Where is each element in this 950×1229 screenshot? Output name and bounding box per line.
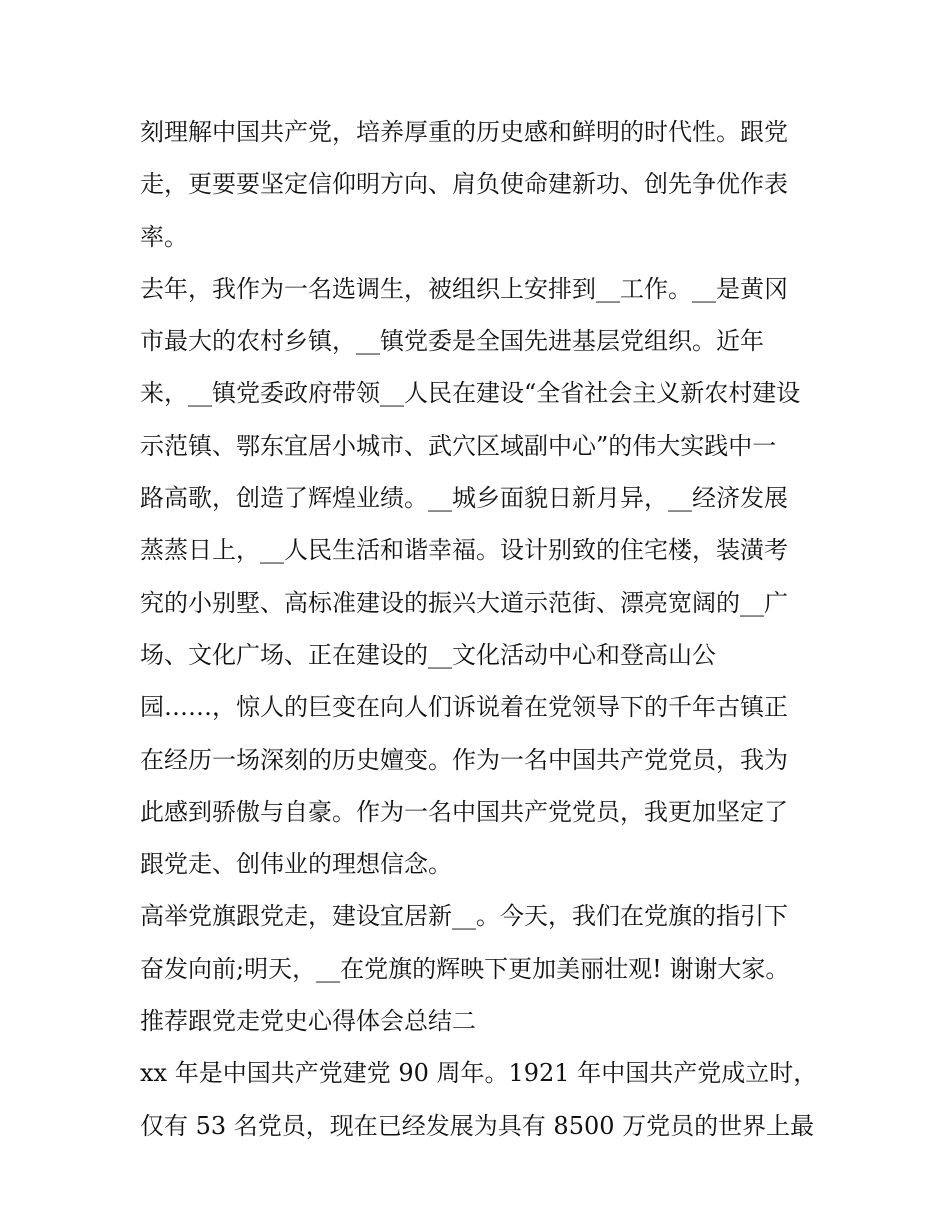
text-line: xx 年是中国共产党建党 90 周年。1921 年中国共产党成立时， xyxy=(140,1059,818,1088)
text-line: 市最大的农村乡镇，__镇党委是全国先进基层党组织。近年 xyxy=(140,327,764,356)
text-line: 在经历一场深刻的历史嬗变。作为一名中国共产党党员，我为 xyxy=(140,745,788,774)
text-line: 仅有 53 名党员，现在已经发展为具有 8500 万党员的世界上最 xyxy=(140,1111,815,1140)
section-heading: 推荐跟党走党史心得体会总结二 xyxy=(140,1007,476,1036)
document-body xyxy=(140,106,820,1152)
text-line: 此感到骄傲与自豪。作为一名中国共产党党员，我更加坚定了 xyxy=(140,797,788,826)
text-line: 率。 xyxy=(140,222,188,251)
text-line: 跟党走、创伟业的理想信念。 xyxy=(140,850,452,879)
text-line: 蒸蒸日上，__人民生活和谐幸福。设计别致的住宅楼，装潢考 xyxy=(140,536,788,565)
text-line: 场、文化广场、正在建设的__文化活动中心和登高山公 xyxy=(140,640,716,669)
text-line: 刻理解中国共产党，培养厚重的历史感和鲜明的时代性。跟党 xyxy=(140,118,788,146)
text-line: 去年，我作为一名选调生，被组织上安排到__工作。__是黄冈 xyxy=(140,274,788,303)
text-line: 示范镇、鄂东宜居小城市、武穴区域副中心”的伟大实践中一 xyxy=(140,431,777,460)
text-line: 高举党旗跟党走，建设宜居新__。今天，我们在党旗的指引下 xyxy=(140,902,788,931)
text-line: 奋发向前;明天，__在党旗的辉映下更加美丽壮观! 谢谢大家。 xyxy=(140,954,790,983)
text-line: 路高歌，创造了辉煌业绩。__城乡面貌日新月异，__经济发展 xyxy=(140,484,788,513)
text-line: 来，__镇党委政府带领__人民在建设“全省社会主义新农村建设 xyxy=(140,379,801,408)
text-line: 走，更要要坚定信仰明方向、肩负使命建新功、创先争优作表 xyxy=(140,170,788,199)
text-line: 园……，惊人的巨变在向人们诉说着在党领导下的千年古镇正 xyxy=(140,693,788,722)
text-line: 究的小别墅、高标准建设的振兴大道示范街、漂亮宽阔的__广 xyxy=(140,588,788,617)
